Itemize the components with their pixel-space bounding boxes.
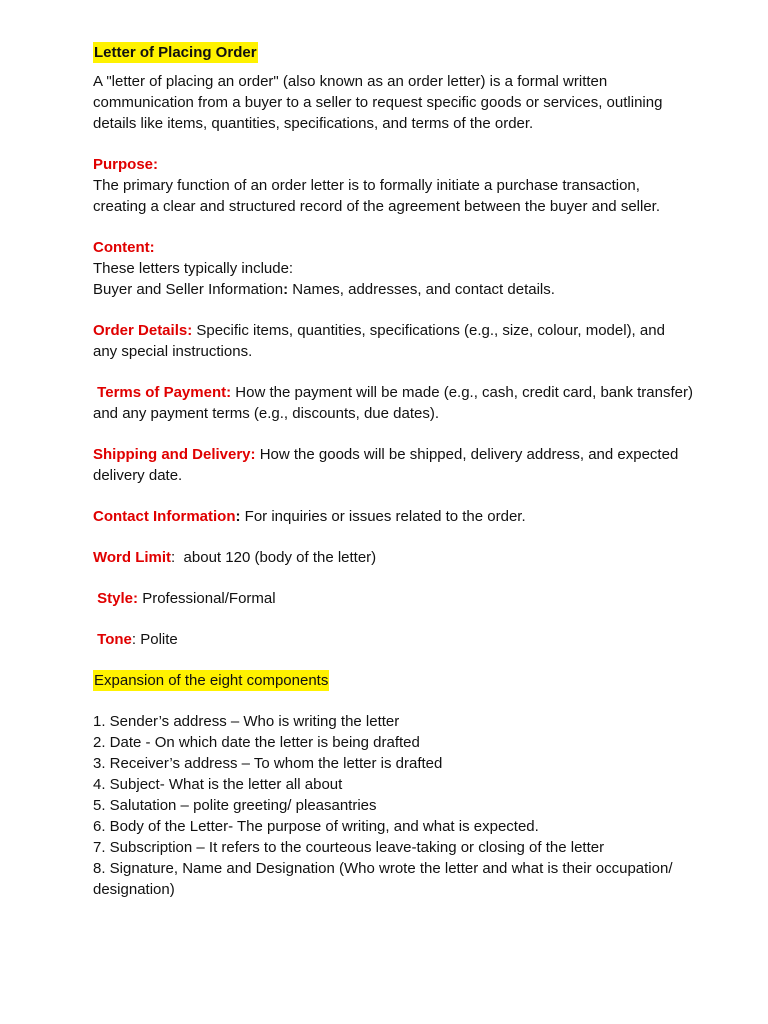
purpose-section <box>93 154 693 217</box>
contact-label: Contact Information <box>93 508 236 525</box>
doc-title: Letter of Placing Order <box>94 44 257 61</box>
shipping-text: How the goods will be shipped, delivery address, and expected delivery date. <box>93 446 679 484</box>
buyer-seller-colon: : <box>283 281 289 298</box>
list-item: 1. Sender’s address – Who is writing the letter <box>93 713 400 730</box>
order-details-label: Order Details: <box>93 322 193 339</box>
list-item: 5. Salutation – polite greeting/ pleasantries <box>93 797 377 814</box>
style-section <box>93 588 693 609</box>
payment-text: How the payment will be made (e.g., cash, credit card, bank transfer) and any payment terms (e.g., discounts, due dates). <box>93 384 693 422</box>
buyer-seller-text: Names, addresses, and contact details. <box>288 281 555 298</box>
list-item: 6. Body of the Letter- The purpose of writing, and what is expected. <box>93 818 539 835</box>
components-title: Expansion of the eight components <box>94 672 329 689</box>
tone-section <box>93 629 693 650</box>
contact-colon: : <box>235 508 241 525</box>
list-item: 3. Receiver’s address – To whom the letter is drafted <box>93 755 443 772</box>
list-item: 2. Date - On which date the letter is being drafted <box>93 734 420 751</box>
content-intro: These letters typically include: <box>93 260 294 277</box>
tone-label: Tone <box>97 631 132 648</box>
tone-text: : Polite <box>131 631 178 648</box>
style-label: Style: <box>97 590 139 607</box>
style-text: Professional/Formal <box>138 590 276 607</box>
contact-text: For inquiries or issues related to the order. <box>240 508 526 525</box>
payment-section <box>93 382 693 424</box>
purpose-text: The primary function of an order letter is to formally initiate a purchase transaction, creating a clear and structured record of the agreement between the buyer and seller. <box>93 177 661 215</box>
buyer-seller-label: Buyer and Seller Information <box>93 281 284 298</box>
order-details-text: Specific items, quantities, specifications (e.g., size, colour, model), and any special instructions. <box>93 322 665 360</box>
list-item: 7. Subscription – It refers to the courteous leave-taking or closing of the letter <box>93 839 605 856</box>
content-section <box>93 237 693 300</box>
list-item: 8. Signature, Name and Designation (Who wrote the letter and what is their occupation/ designation) <box>93 860 673 898</box>
purpose-label: Purpose: <box>93 156 159 173</box>
document-page <box>93 42 693 900</box>
shipping-label: Shipping and Delivery: <box>93 446 256 463</box>
payment-label: Terms of Payment: <box>97 384 232 401</box>
content-buyer-seller-line <box>93 279 693 300</box>
list-item: 4. Subject- What is the letter all about <box>93 776 343 793</box>
word-limit-label: Word Limit <box>93 549 172 566</box>
contact-section <box>93 506 693 527</box>
content-label: Content: <box>93 239 155 256</box>
order-details-section <box>93 320 693 362</box>
intro-paragraph: A "letter of placing an order" (also known as an order letter) is a formal written communication from a buyer to a seller to request specific goods or services, outlining details like items, quantities, specifications, and terms of the order. <box>93 73 663 132</box>
word-limit-text: : about 120 (body of the letter) <box>171 549 377 566</box>
components-list <box>93 711 693 900</box>
word-limit-section <box>93 547 693 568</box>
shipping-section <box>93 444 693 486</box>
